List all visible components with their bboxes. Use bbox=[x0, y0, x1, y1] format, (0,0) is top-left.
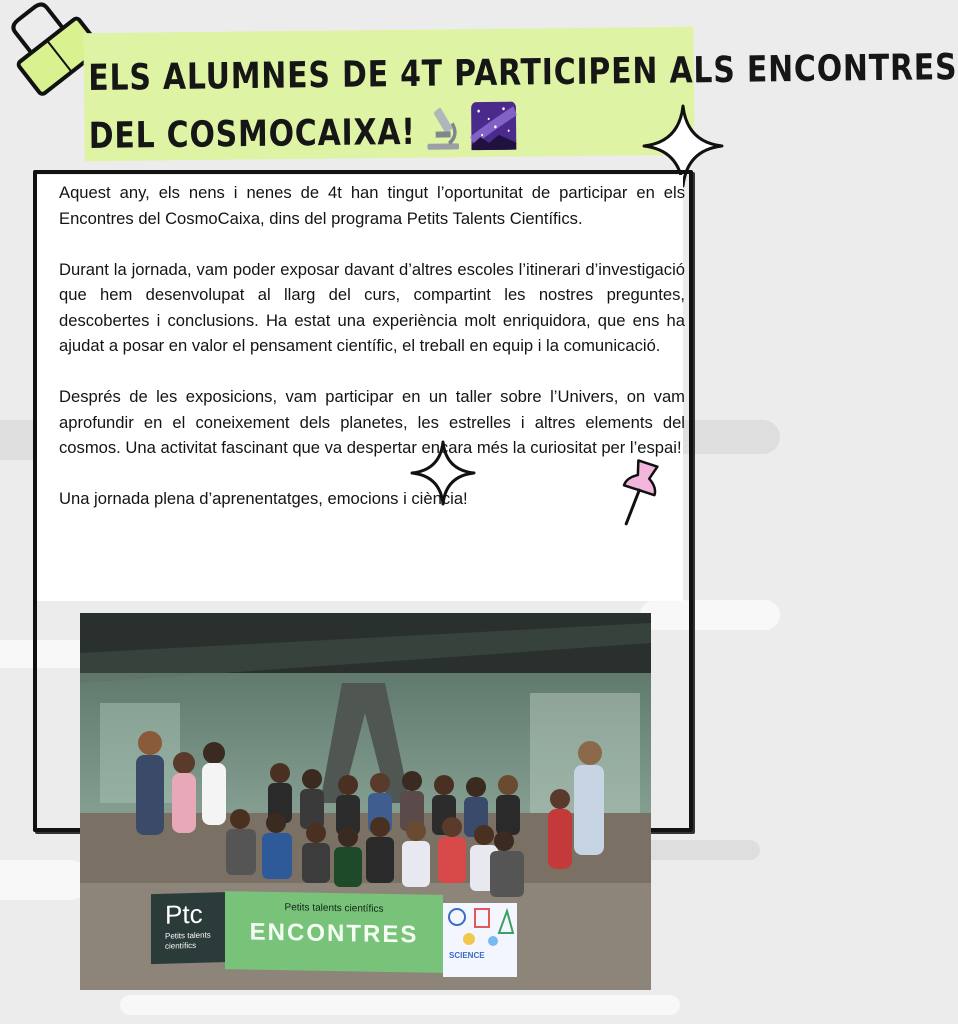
science-doodles-icon bbox=[443, 903, 517, 949]
paragraph-4: Una jornada plena d’aprenentatges, emocions i ciència! bbox=[59, 489, 468, 508]
push-pin-icon bbox=[614, 458, 662, 530]
science-label: SCIENCE bbox=[449, 951, 485, 960]
title-line-2 bbox=[88, 100, 595, 164]
bg-brush bbox=[0, 860, 90, 900]
bg-brush bbox=[120, 995, 680, 1015]
paragraph-3: Després de les exposicions, vam participar en un taller sobre l’Univers, on vam aprofundir en el coneixement dels planetes, les estrelles i altres elements del cosmos. Una activitat fascinant que va despertar encara més la curiositat per l’espai! bbox=[59, 387, 685, 457]
title-line-2-text: DEL COSMOCAIXA! bbox=[88, 111, 416, 157]
bg-brush bbox=[640, 840, 760, 860]
page-title bbox=[88, 46, 958, 164]
article-body bbox=[59, 180, 685, 537]
encontres-banner bbox=[225, 891, 443, 973]
sparkle-star-icon bbox=[410, 440, 476, 506]
science-poster bbox=[443, 903, 517, 977]
ptc-logo-text: Ptc bbox=[165, 898, 203, 930]
ptc-logo-sign bbox=[151, 892, 233, 964]
paragraph-2: Durant la jornada, vam poder exposar davant d’altres escoles l’itinerari d’investigació que hem desenvolupat al llarg del curs, compartint les nostres preguntes, descobertes i conclusions. Ha estat una experiència molt enriquidora, que ens ha ajudat a posar en valor el pensament científic, el treball en equip i la comunicació. bbox=[59, 259, 685, 355]
paragraph-1: Aquest any, els nens i nenes de 4t han tingut l’oportunitat de participar en els Encontres del CosmoCaixa, dins del programa Petits Talents Científics. bbox=[59, 183, 685, 228]
title-line-1: ELS ALUMNES DE 4T PARTICIPEN ALS ENCONTRES bbox=[88, 47, 958, 99]
banner-title: ENCONTRES bbox=[249, 918, 419, 949]
banner-subtitle: Petits talents científics bbox=[284, 902, 384, 915]
milky-way-icon bbox=[470, 101, 517, 152]
microscope-icon bbox=[424, 101, 463, 151]
ptc-logo-subtitle: Petits talents científics bbox=[165, 930, 211, 951]
